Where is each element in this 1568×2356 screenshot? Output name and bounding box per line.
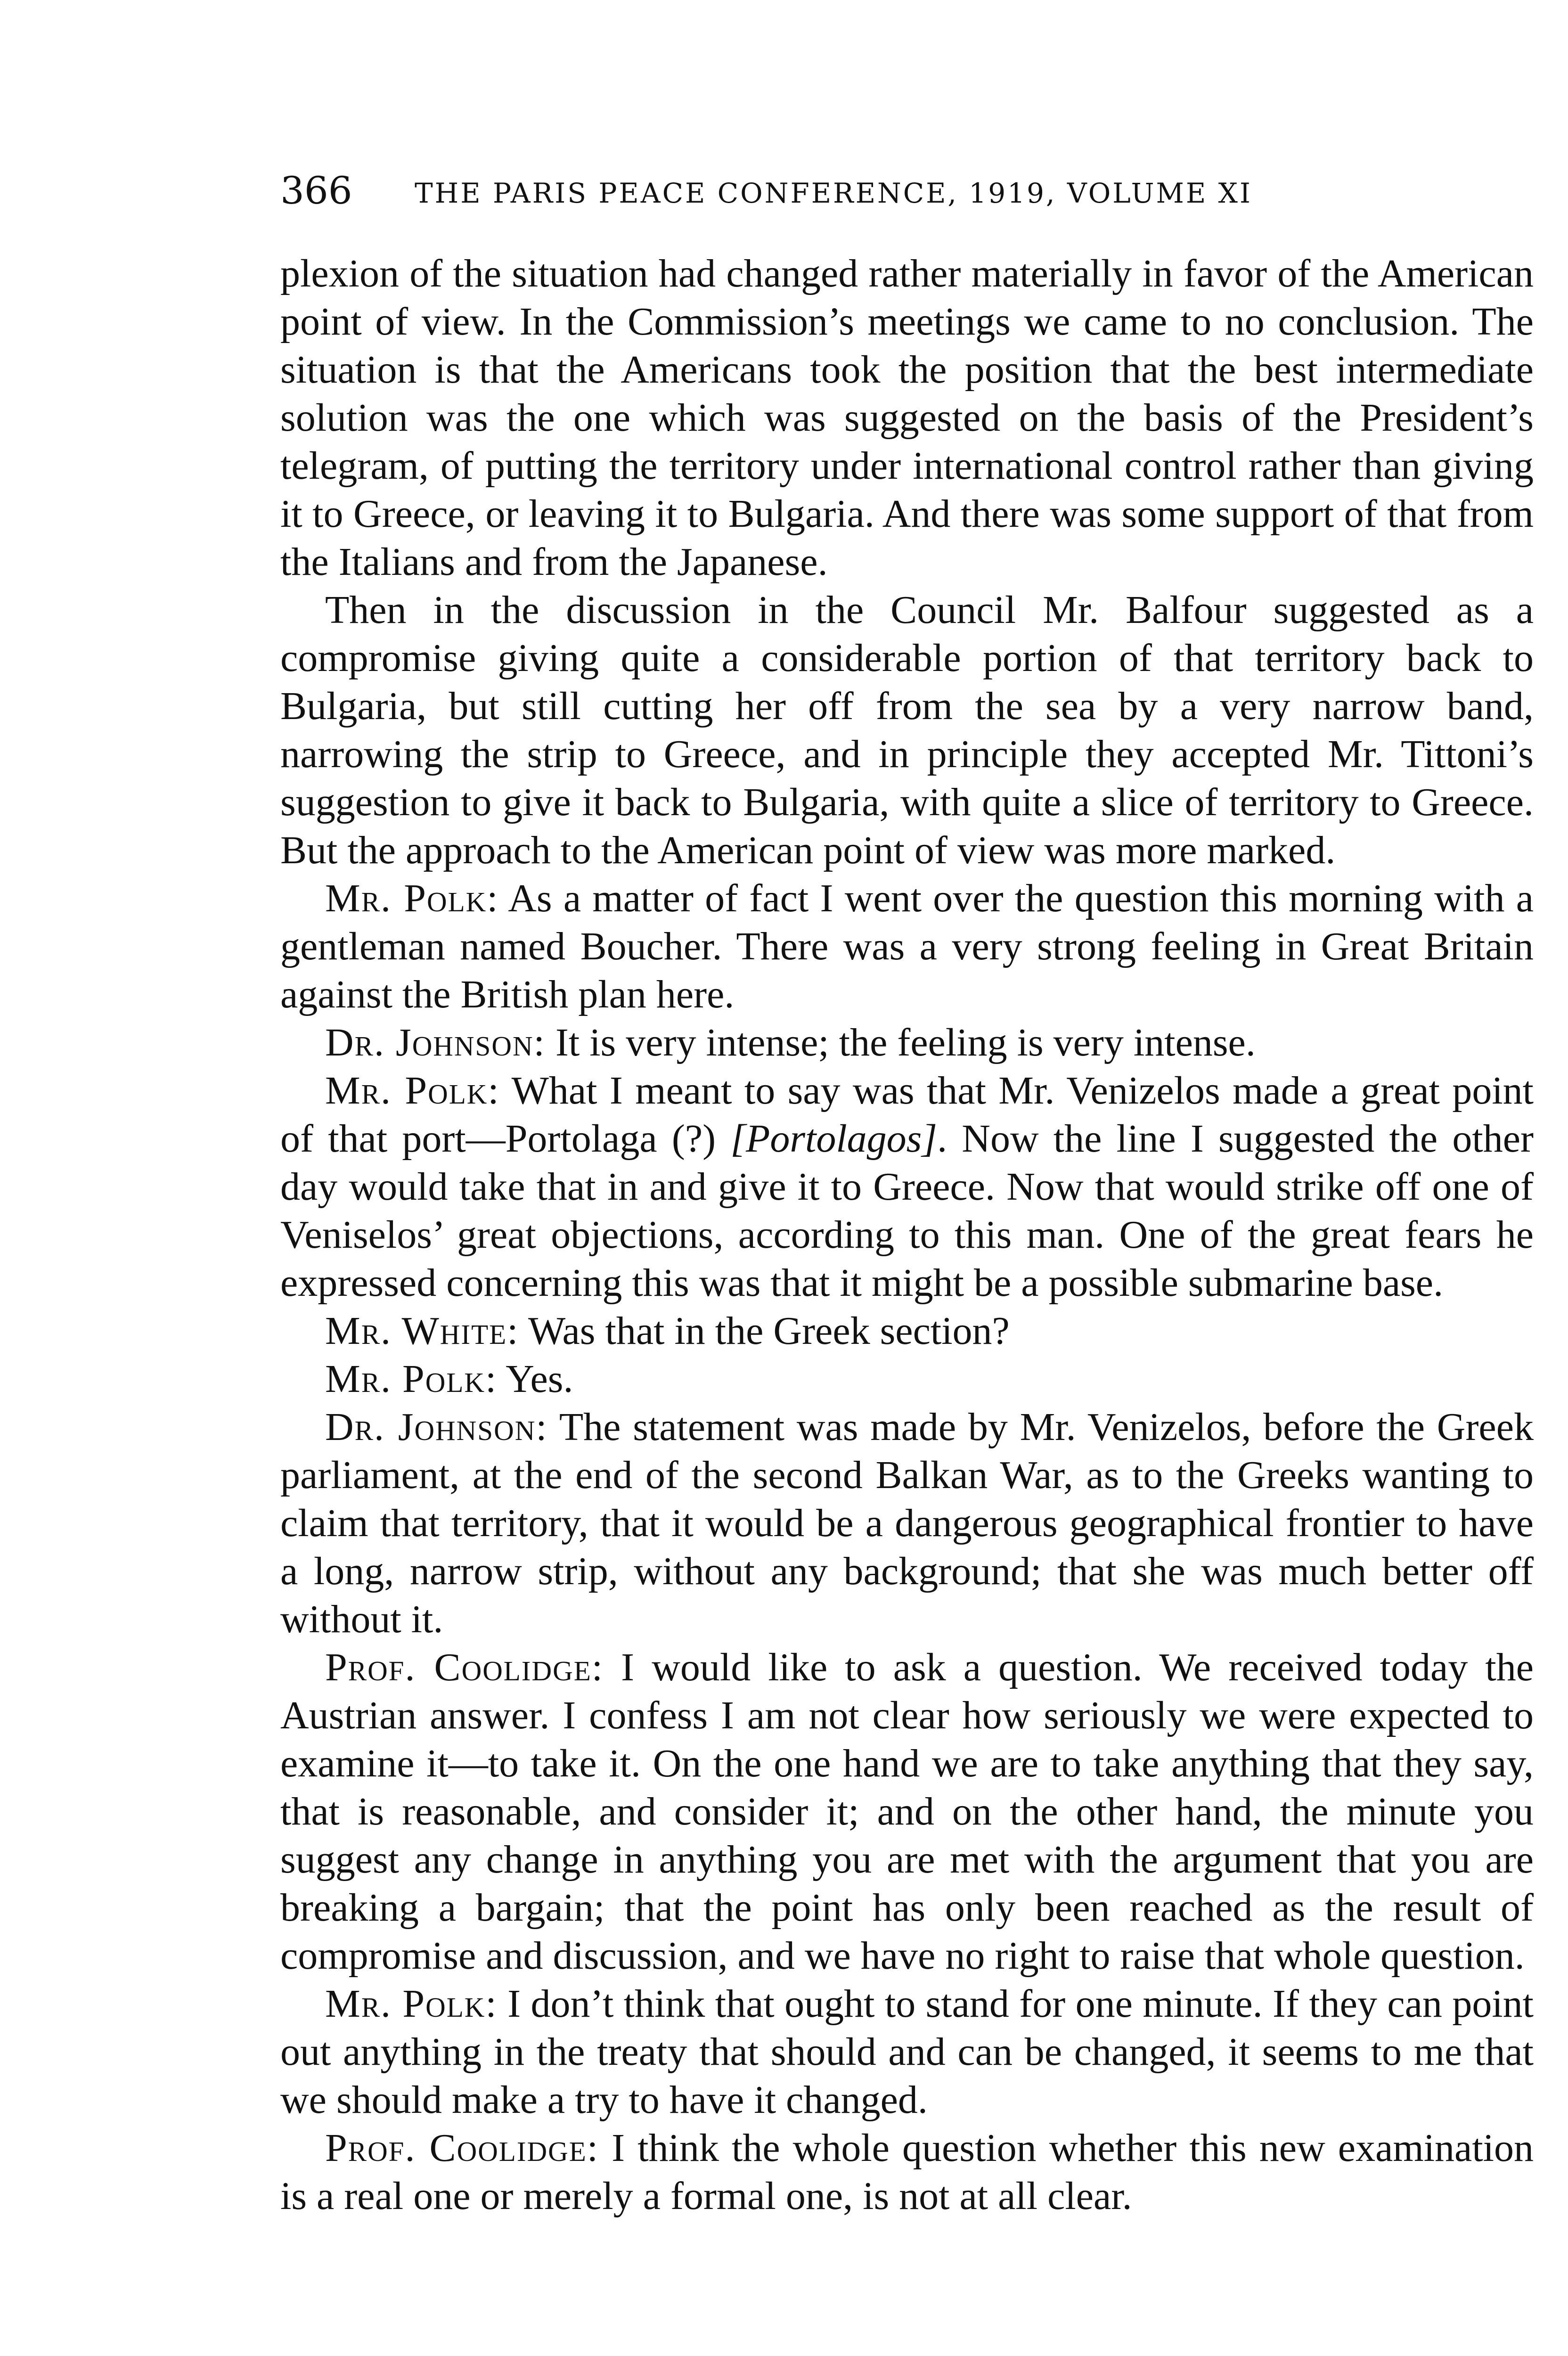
paragraph-text: It is very intense; the feeling is very intense. [555, 1021, 1256, 1064]
paragraph-3 [280, 875, 1534, 1019]
paragraph-4 [280, 1019, 1534, 1067]
paragraph-8 [280, 1403, 1534, 1644]
paragraph-text: I would like to ask a question. We received today the Austrian answer. I confess I am not clear how seriously we were expected to examine it—to take it. On the one hand we are to take anything that they say, that is reasonable, and consider it; and on the other hand, the minute you suggest any change in anything you are met with the argument that you are breaking a bargain; that the point has only been reached as the result of compromise and discussion, and we have no right to raise that whole question. [280, 1645, 1534, 1978]
paragraph-text: Was that in the Greek section? [528, 1309, 1010, 1353]
speaker-label: Mr. Polk: [325, 876, 499, 920]
body-text [280, 250, 1534, 2220]
paragraph-text: As a matter of fact I went over the question this morning with a gentleman named Boucher. There was a very strong feeling in Great Britain against the British plan here. [280, 876, 1534, 1016]
paragraph-2 [280, 586, 1534, 875]
paragraph-7 [280, 1355, 1534, 1403]
paragraph-9 [280, 1644, 1534, 1980]
paragraph-5 [280, 1067, 1534, 1307]
speaker-label: Dr. Johnson: [325, 1021, 546, 1064]
speaker-label: Mr. Polk: [325, 1357, 498, 1401]
speaker-label: Mr. Polk: [325, 1982, 498, 2026]
italic-correction: [Portolagos] [730, 1117, 938, 1161]
paragraph-text: What I meant to say was that Mr. Venizelos made a great point of that port—Portolaga (?) [280, 1069, 1534, 1161]
paragraph-text-continued: . Now the line I suggested the other day would take that in and give it to Greece. Now that would strike off one of Veniselos’ great objections, according to this man. One of the great fears he expressed concerning this was that it might be a possible submarine base. [280, 1117, 1534, 1305]
paragraph-text: Then in the discussion in the Council Mr. Balfour suggested as a compromise giving quite a considerable portion of that territory back to Bulgaria, but still cutting her off from the sea by a very narrow band, narrowing the strip to Greece, and in principle they accepted Mr. Tittoni’s suggestion to give it back to Bulgaria, with quite a slice of territory to Greece. But the approach to the American point of view was more marked. [280, 588, 1534, 872]
paragraph-6 [280, 1307, 1534, 1355]
speaker-label: Prof. Coolidge: [325, 1645, 604, 1689]
speaker-label: Dr. Johnson: [325, 1405, 548, 1449]
paragraph-text: The statement was made by Mr. Venizelos, before the Greek parliament, at the end of the second Balkan War, as to the Greeks wanting to claim that territory, that it would be a dangerous geographical frontier to have a long, narrow strip, without any background; that she was much better off without it. [280, 1405, 1534, 1641]
paragraph-text: I think the whole question whether this new examination is a real one or merely a formal one, is not at all clear. [280, 2126, 1534, 2218]
paragraph-text: plexion of the situation had changed rather materially in favor of the American point of view. In the Commission’s meetings we came to no conclusion. The situation is that the Americans took the position that the best intermediate solution was the one which was suggested on the basis of the President’s telegram, of putting the territory under international control rather than giving it to Greece, or leaving it to Bulgaria. And there was some support of that from the Italians and from the Japanese. [280, 252, 1534, 584]
paragraph-1 [280, 250, 1534, 586]
speaker-label: Mr. Polk: [325, 1069, 500, 1113]
speaker-label: Mr. White: [325, 1309, 519, 1353]
paragraph-11 [280, 2124, 1534, 2220]
speaker-label: Prof. Coolidge: [325, 2126, 599, 2170]
paragraph-text: Yes. [506, 1357, 573, 1401]
paragraph-text: I don’t think that ought to stand for one minute. If they can point out anything in the treaty that should and can be changed, it seems to me that we should make a try to have it changed. [280, 1982, 1534, 2122]
page-header [280, 167, 1383, 219]
paragraph-10 [280, 1980, 1534, 2124]
page-number: 366 [280, 169, 352, 213]
running-head: THE PARIS PEACE CONFERENCE, 1919, VOLUME XI [415, 177, 1252, 209]
